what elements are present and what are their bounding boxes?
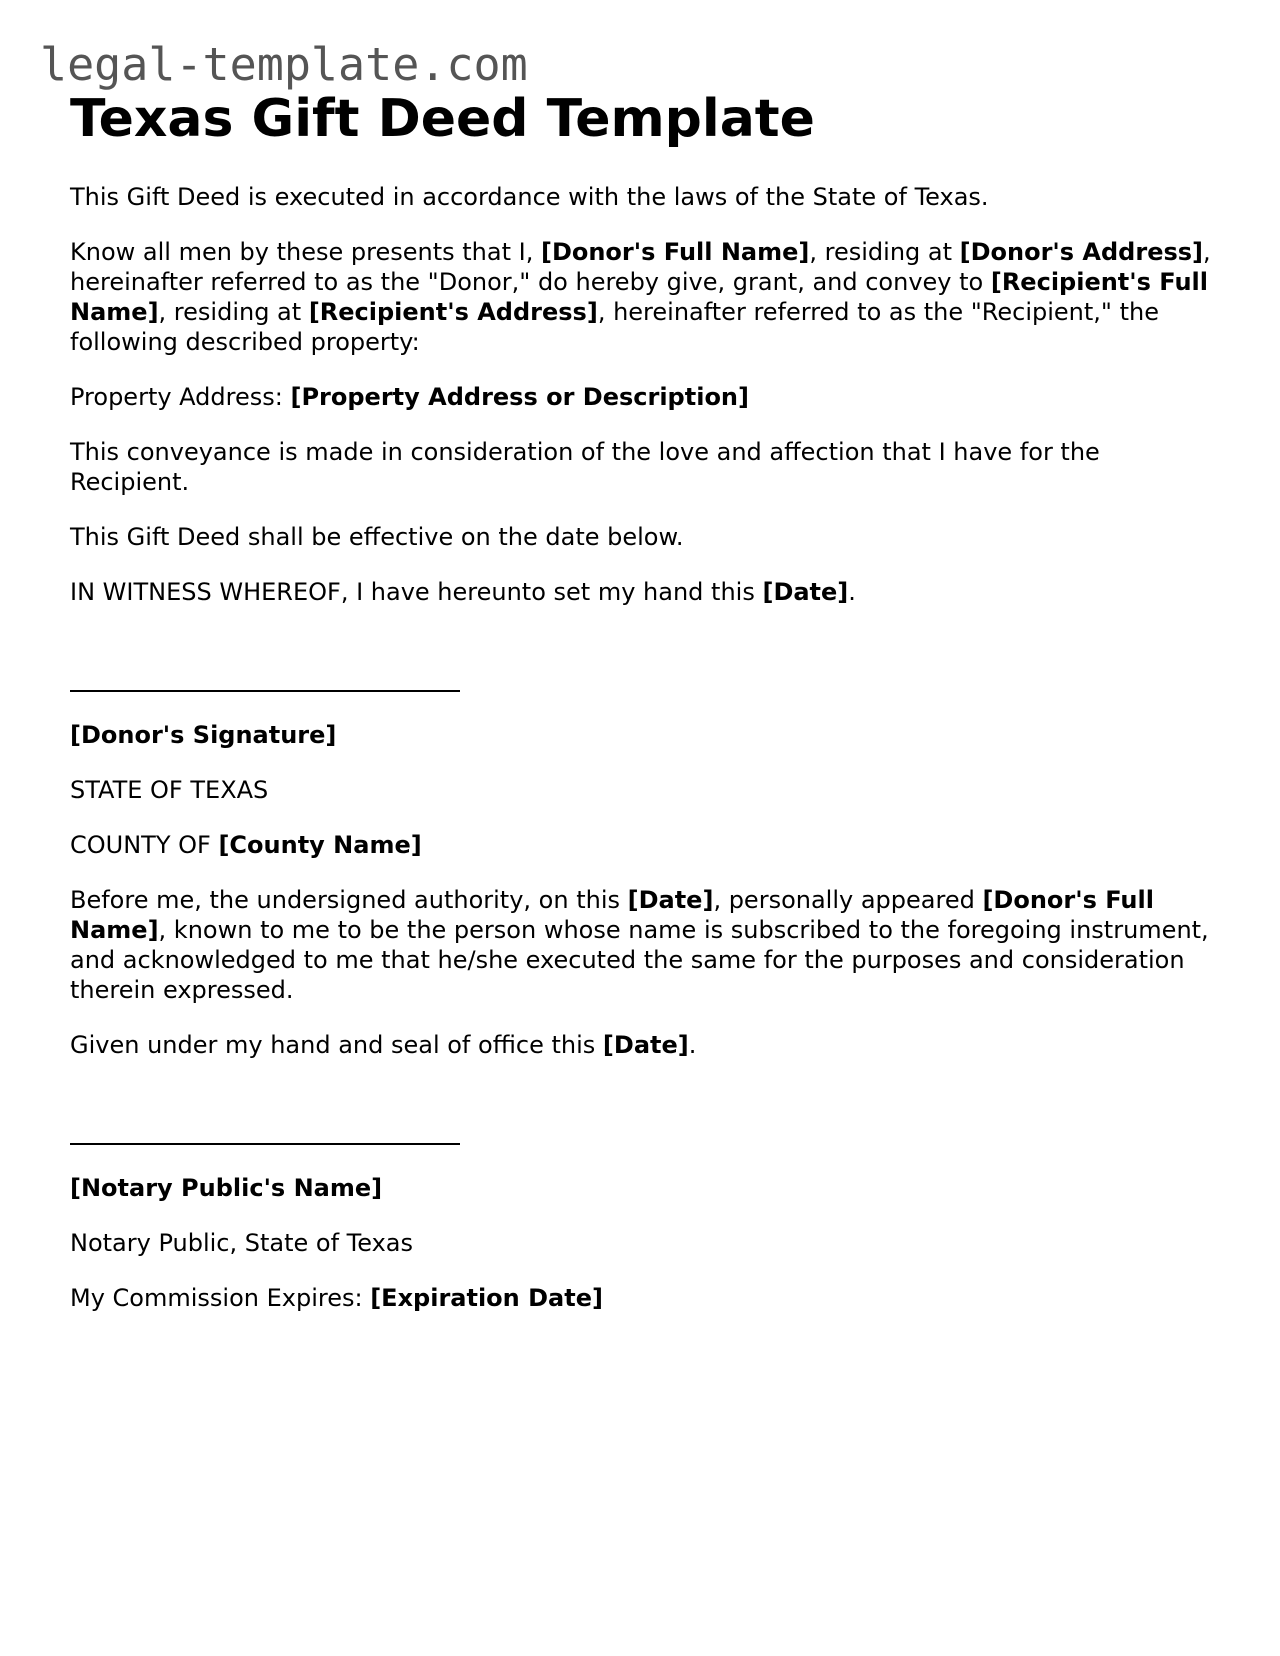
property-address-placeholder: [Property Address or Description] xyxy=(290,383,749,411)
site-watermark: legal-template.com xyxy=(40,38,528,91)
recipient-address-placeholder: [Recipient's Address] xyxy=(308,298,598,326)
county-line xyxy=(70,830,1220,860)
intro-paragraph: This Gift Deed is executed in accordance with the laws of the State of Texas. xyxy=(70,183,989,211)
property-address-label: Property Address: xyxy=(70,383,291,411)
signature-rule xyxy=(70,1143,460,1145)
recipient-name-placeholder: [Recipient's Full Name] xyxy=(70,268,1209,326)
donor-name-placeholder: [Donor's Full Name] xyxy=(540,238,810,266)
given-date-placeholder: [Date] xyxy=(602,1031,689,1059)
conveyance-paragraph xyxy=(70,237,1220,357)
donor-signature-label xyxy=(70,720,1220,750)
conveyance-text: , residing at xyxy=(809,238,960,266)
witness-text: IN WITNESS WHEREOF, I have hereunto set my hand this xyxy=(70,578,763,606)
acknowledgment-paragraph xyxy=(70,885,1220,1005)
witness-date-placeholder: [Date] xyxy=(762,578,849,606)
notary-signature-line xyxy=(70,1085,1220,1145)
property-address-line xyxy=(70,382,1220,412)
document-body xyxy=(70,88,1220,1338)
acknowledgment-text: , personally appeared xyxy=(713,886,983,914)
acknowledgment-donor-placeholder: [Donor's Full Name] xyxy=(70,886,1154,944)
conveyance-text: , residing at xyxy=(158,298,309,326)
effective-date-paragraph: This Gift Deed shall be effective on the date below. xyxy=(70,523,684,551)
witness-end: . xyxy=(848,578,856,606)
notary-title: Notary Public, State of Texas xyxy=(70,1229,413,1257)
donor-signature-line xyxy=(70,632,1220,692)
given-end: . xyxy=(688,1031,697,1059)
witness-line xyxy=(70,577,1220,607)
commission-expiry-line xyxy=(70,1283,1220,1313)
notary-name-placeholder: [Notary Public's Name] xyxy=(70,1174,383,1202)
acknowledgment-text: Before me, the undersigned authority, on this xyxy=(70,886,628,914)
expiration-date-placeholder: [Expiration Date] xyxy=(370,1284,603,1312)
conveyance-text: , hereinafter referred to as the "Recipient," the following described property: xyxy=(70,298,1159,356)
document-title: Texas Gift Deed Template xyxy=(70,89,815,149)
given-under-hand-line xyxy=(70,1030,1220,1060)
conveyance-text: Know all men by these presents that I, xyxy=(70,238,541,266)
consideration-paragraph: This conveyance is made in consideration of the love and affection that I have for the Recipient. xyxy=(70,438,1100,496)
county-label: COUNTY OF xyxy=(70,831,219,859)
given-text: Given under my hand and seal of office this xyxy=(70,1031,603,1059)
commission-label: My Commission Expires: xyxy=(70,1284,371,1312)
signature-rule xyxy=(70,690,460,692)
conveyance-text: , hereinafter referred to as the "Donor," do hereby give, grant, and convey to xyxy=(70,238,1211,296)
acknowledgment-date-placeholder: [Date] xyxy=(627,886,714,914)
acknowledgment-text: , known to me to be the person whose name is subscribed to the foregoing instrument, and acknowledged to me that he/she executed the same for the purposes and consideration therein expressed. xyxy=(70,916,1209,1004)
county-name-placeholder: [County Name] xyxy=(218,831,422,859)
state-line: STATE OF TEXAS xyxy=(70,776,269,804)
notary-name-label xyxy=(70,1173,1220,1203)
donor-signature-placeholder: [Donor's Signature] xyxy=(70,721,337,749)
donor-address-placeholder: [Donor's Address] xyxy=(959,238,1204,266)
